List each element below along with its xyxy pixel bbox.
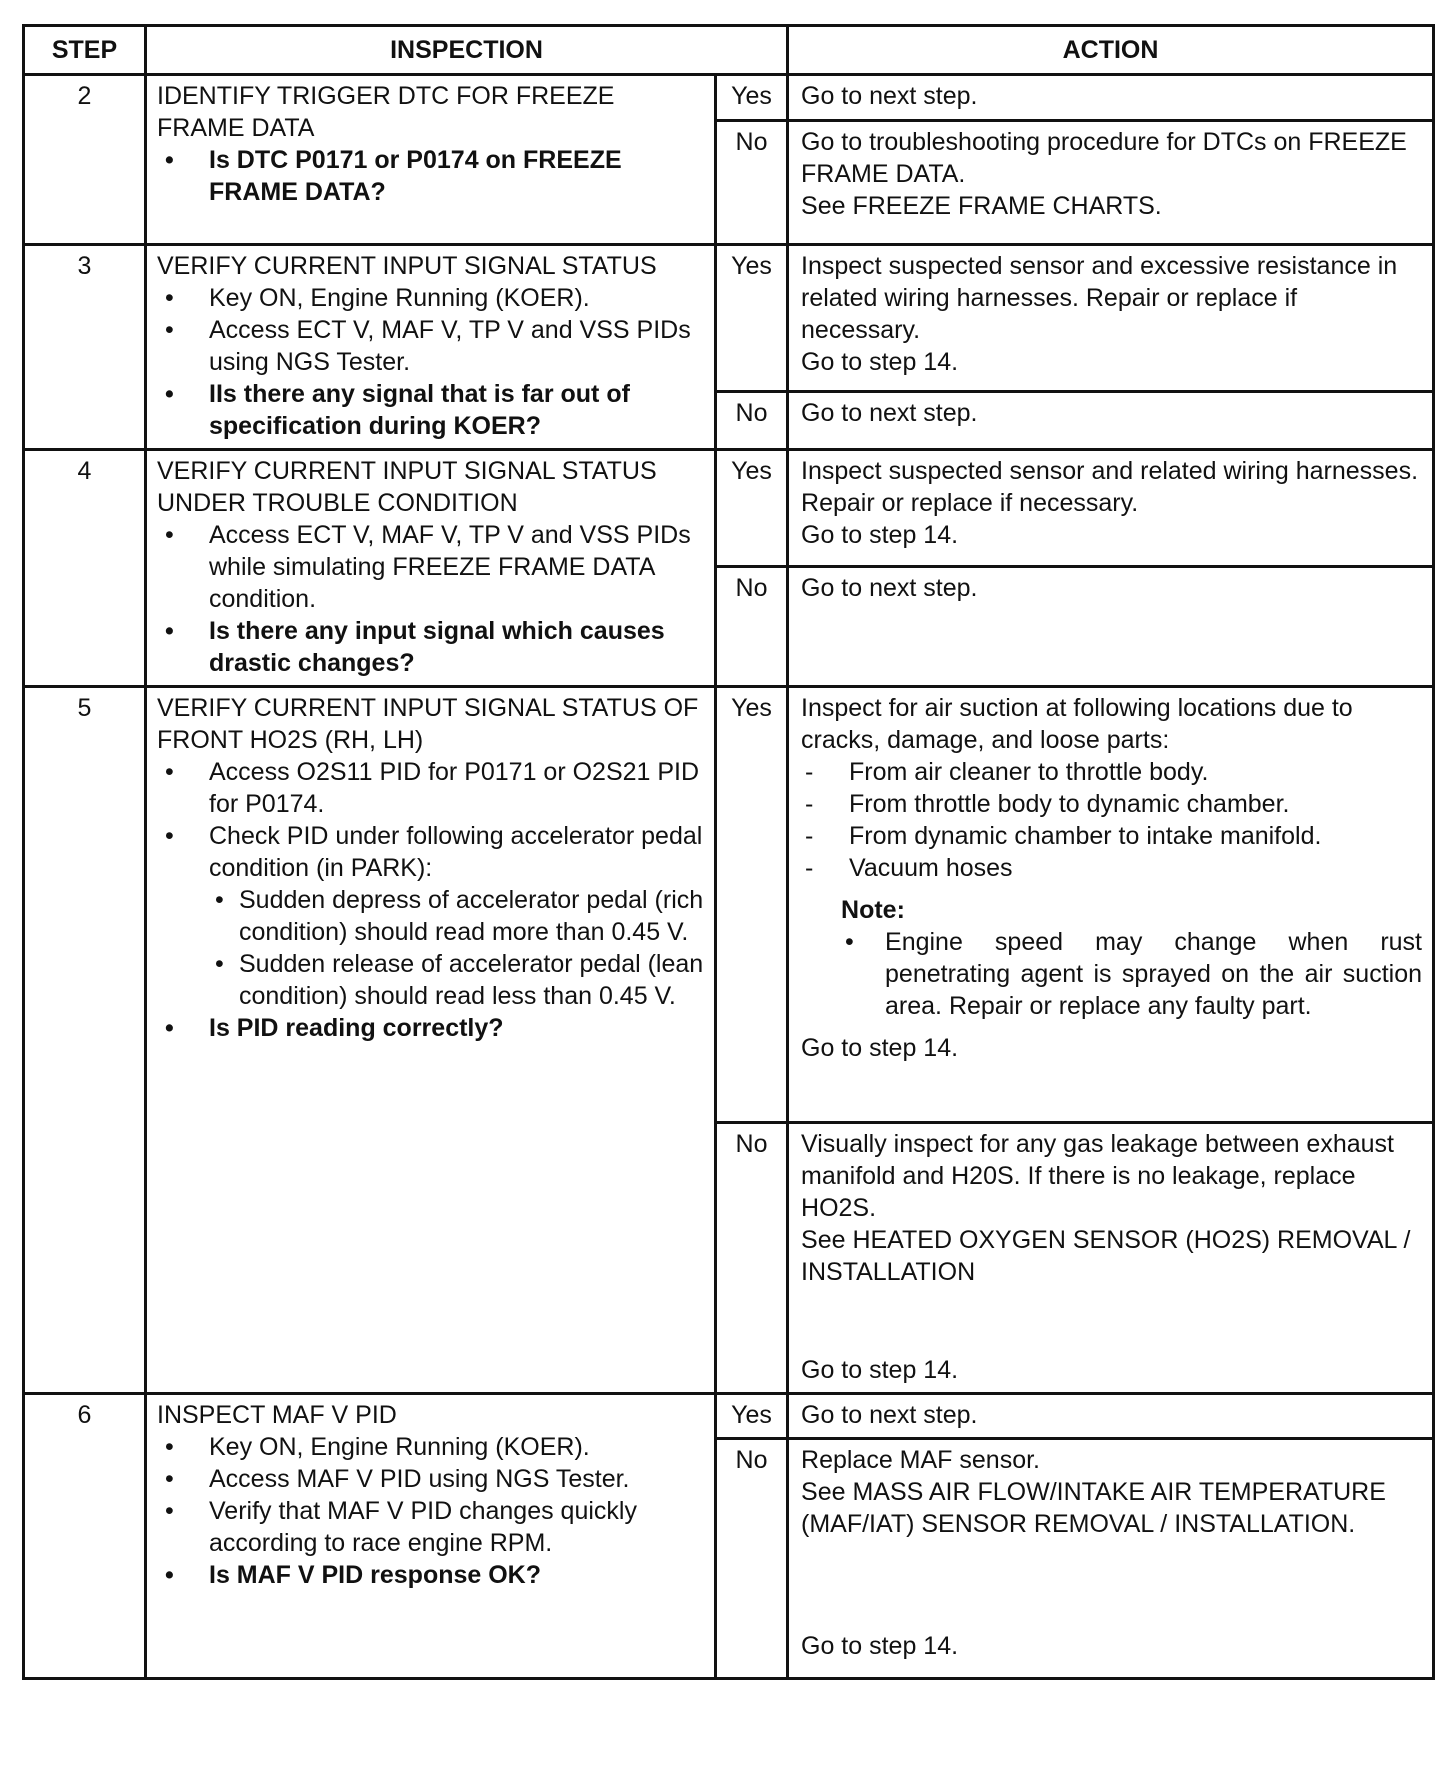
inspection-title: VERIFY CURRENT INPUT SIGNAL STATUS <box>157 252 657 280</box>
action-no <box>788 121 1434 245</box>
action-text: Replace MAF sensor. <box>801 1446 1041 1474</box>
step-number: 5 <box>24 687 146 1394</box>
header-action: ACTION <box>788 26 1434 75</box>
inspection-title: INSPECT MAF V PID <box>157 1401 397 1429</box>
inspection-cell <box>146 75 716 245</box>
location-item: - From air cleaner to throttle body. <box>801 756 1422 788</box>
action-text: Go to next step. <box>801 1401 978 1429</box>
action-no <box>788 1123 1434 1394</box>
answer-yes: Yes <box>716 1394 788 1439</box>
inspection-question: • Is there any input signal which causes drastic changes? <box>157 615 706 679</box>
table-row-step-5-yes <box>24 687 1434 1123</box>
inspection-cell <box>146 687 716 1394</box>
action-text: Inspect suspected sensor and related wiring harnesses. Repair or replace if necessary. <box>801 457 1419 517</box>
inspection-bullet: • Key ON, Engine Running (KOER). <box>157 282 706 314</box>
inspection-cell <box>146 450 716 687</box>
cross-reference: See FREEZE FRAME CHARTS. <box>801 192 1162 220</box>
action-yes <box>788 450 1434 567</box>
inspection-title: VERIFY CURRENT INPUT SIGNAL STATUS UNDER TROUBLE CONDITION <box>157 457 657 517</box>
action-yes <box>788 687 1434 1123</box>
goto-step: Go to step 14. <box>801 1632 959 1660</box>
table-row-step-3-yes <box>24 245 1434 392</box>
answer-no: No <box>716 1439 788 1679</box>
action-text: Go to next step. <box>801 82 978 110</box>
answer-no: No <box>716 121 788 245</box>
action-yes <box>788 245 1434 392</box>
table-row-step-4-yes <box>24 450 1434 567</box>
table-row-step-6-yes <box>24 1394 1434 1439</box>
action-text: Visually inspect for any gas leakage between exhaust manifold and H20S. If there is no leakage, replace HO2S. <box>801 1130 1394 1222</box>
location-item: - From throttle body to dynamic chamber. <box>801 788 1422 820</box>
inspection-sub-bullet: • Sudden depress of accelerator pedal (rich condition) should read more than 0.45 V. <box>157 884 706 948</box>
table-row-step-2-yes <box>24 75 1434 121</box>
action-yes <box>788 1394 1434 1439</box>
action-no <box>788 1439 1434 1679</box>
inspection-bullet: • Access MAF V PID using NGS Tester. <box>157 1463 706 1495</box>
header-inspection: INSPECTION <box>146 26 788 75</box>
inspection-bullet: • Check PID under following accelerator pedal condition (in PARK): <box>157 820 706 884</box>
diagnostic-procedure-table <box>22 24 1435 1680</box>
cross-reference: See MASS AIR FLOW/INTAKE AIR TEMPERATURE (MAF/IAT) SENSOR REMOVAL / INSTALLATION. <box>801 1478 1386 1538</box>
inspection-cell <box>146 245 716 450</box>
inspection-bullet: • Access O2S11 PID for P0171 or O2S21 PID for P0174. <box>157 756 706 820</box>
answer-yes: Yes <box>716 450 788 567</box>
answer-no: No <box>716 391 788 449</box>
answer-no: No <box>716 566 788 686</box>
goto-step: Go to step 14. <box>801 1034 959 1062</box>
action-text: Inspect suspected sensor and excessive resistance in related wiring harnesses. Repair or replace if necessary. <box>801 252 1398 344</box>
step-number: 3 <box>24 245 146 450</box>
inspection-cell <box>146 1394 716 1679</box>
step-number: 6 <box>24 1394 146 1679</box>
inspection-question: • IIs there any signal that is far out of specification during KOER? <box>157 378 706 442</box>
action-no <box>788 566 1434 686</box>
inspection-question: • Is MAF V PID response OK? <box>157 1559 706 1591</box>
inspection-bullet: • Access ECT V, MAF V, TP V and VSS PIDs using NGS Tester. <box>157 314 706 378</box>
inspection-title: IDENTIFY TRIGGER DTC FOR FREEZE FRAME DATA <box>157 82 615 142</box>
action-yes <box>788 75 1434 121</box>
cross-reference: See HEATED OXYGEN SENSOR (HO2S) REMOVAL / INSTALLATION <box>801 1226 1411 1286</box>
answer-yes: Yes <box>716 687 788 1123</box>
inspection-bullet: • Verify that MAF V PID changes quickly according to race engine RPM. <box>157 1495 706 1559</box>
inspection-bullet: • Key ON, Engine Running (KOER). <box>157 1431 706 1463</box>
inspection-sub-bullet: • Sudden release of accelerator pedal (lean condition) should read less than 0.45 V. <box>157 948 706 1012</box>
action-text: Go to next step. <box>801 573 978 602</box>
goto-step: Go to step 14. <box>801 1356 959 1384</box>
inspection-question: • Is PID reading correctly? <box>157 1012 706 1044</box>
header-step: STEP <box>24 26 146 75</box>
location-item: - Vacuum hoses <box>801 852 1422 884</box>
location-item: - From dynamic chamber to intake manifold. <box>801 820 1422 852</box>
action-text: Go to troubleshooting procedure for DTCs on FREEZE FRAME DATA. <box>801 128 1407 188</box>
inspection-question: • Is DTC P0171 or P0174 on FREEZE FRAME DATA? <box>157 144 706 208</box>
action-no <box>788 391 1434 449</box>
step-number: 2 <box>24 75 146 245</box>
goto-step: Go to step 14. <box>801 348 959 376</box>
answer-no: No <box>716 1123 788 1394</box>
table-header-row <box>24 26 1434 75</box>
step-number: 4 <box>24 450 146 687</box>
answer-yes: Yes <box>716 75 788 121</box>
inspection-bullet: • Access ECT V, MAF V, TP V and VSS PIDs while simulating FREEZE FRAME DATA condition. <box>157 519 706 615</box>
note-label: Note: <box>841 896 905 924</box>
action-text: Go to next step. <box>801 398 978 427</box>
answer-yes: Yes <box>716 245 788 392</box>
goto-step: Go to step 14. <box>801 521 959 549</box>
inspection-title: VERIFY CURRENT INPUT SIGNAL STATUS OF FRONT HO2S (RH, LH) <box>157 694 699 754</box>
note-text: • Engine speed may change when rust penetrating agent is sprayed on the air suction area. Repair or replace any faulty part. <box>801 926 1422 1022</box>
action-text: Inspect for air suction at following locations due to cracks, damage, and loose parts: <box>801 694 1353 754</box>
